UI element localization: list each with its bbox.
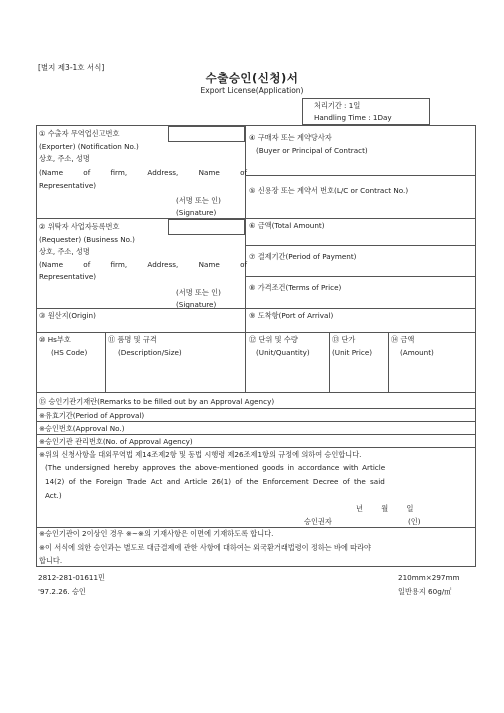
exporter-sign-en: (Signature) xyxy=(176,208,217,217)
handling-time-en: Handling Time : 1Day xyxy=(314,113,392,122)
requester-name-ko: 상호, 주소, 성명 xyxy=(39,247,90,256)
col-desc-ko: ⑪ 품명 및 규격 xyxy=(108,335,157,344)
col-price-ko: ⑬ 단가 xyxy=(332,335,356,344)
divider xyxy=(36,421,476,422)
requester-name-en2: Representative) xyxy=(39,272,97,281)
requester-sign-ko: (서명 또는 인) xyxy=(176,288,221,297)
price-label: ⑧ 가격조건(Terms of Price) xyxy=(249,283,342,292)
declaration-en3: Act.) xyxy=(45,491,62,500)
page-title: 수출승인(신청)서 xyxy=(205,71,299,85)
divider xyxy=(36,218,476,219)
note-2b: 합니다. xyxy=(39,556,63,565)
approval-no-label: ※승인번호(Approval No.) xyxy=(39,424,125,433)
requester-biz-box xyxy=(168,219,245,235)
col-qty-ko: ⑫ 단위 및 수량 xyxy=(249,335,298,344)
exporter-name-ko: 상호, 주소, 성명 xyxy=(39,154,90,163)
col-hs-ko: ⑩ Hs부호 xyxy=(39,335,71,344)
approver-label: 승인권자 xyxy=(304,517,332,526)
exporter-name-en2: Representative) xyxy=(39,181,97,190)
divider xyxy=(245,332,246,392)
declaration-en2: 14(2) of the Foreign Trade Act and Article 26(1) of the Enforcement Decree of the said xyxy=(45,477,385,486)
footer-approved: '97.2.26. 승인 xyxy=(38,587,86,596)
requester-label-en: (Requester) (Business No.) xyxy=(39,235,135,244)
divider xyxy=(36,332,476,333)
requester-name-en1: (Name of firm, Address, Name of xyxy=(39,260,248,269)
payment-label: ⑦ 결제기간(Period of Payment) xyxy=(249,252,357,261)
approval-date: 년 월 일 xyxy=(356,504,414,513)
divider xyxy=(329,332,330,392)
col-amount-en: (Amount) xyxy=(400,348,434,357)
mgmt-no-label: ※승인기관 관리번호(No. of Approval Agency) xyxy=(39,437,193,446)
note-1: ※승인기관이 2이상인 경우 ※~※의 기재사항은 이면에 기재하도록 합니다. xyxy=(39,529,274,538)
credit-label: ⑤ 신용장 또는 계약서 번호(L/C or Contract No.) xyxy=(249,186,409,195)
validity-label: ※유효기간(Period of Approval) xyxy=(39,411,145,420)
note-2a: ※이 서식에 의한 승인과는 별도로 대금결제에 관한 사항에 대하여는 외국환거래법령이 정하는 바에 따라야 xyxy=(39,543,371,552)
col-hs-en: (HS Code) xyxy=(51,348,88,357)
divider xyxy=(36,527,476,528)
divider xyxy=(245,245,476,246)
divider xyxy=(36,392,476,393)
divider xyxy=(105,332,106,392)
col-qty-en: (Unit/Quantity) xyxy=(256,348,310,357)
col-desc-en: (Description/Size) xyxy=(118,348,182,357)
divider xyxy=(36,408,476,409)
divider xyxy=(245,175,476,176)
footer-code: 2812-281-01611민 xyxy=(38,573,106,582)
footer-paper: 일반용지 60g/㎡ xyxy=(398,587,452,596)
exporter-label-en: (Exporter) (Notification No.) xyxy=(39,142,139,151)
approver-seal: (인) xyxy=(408,517,421,526)
arrival-label: ⑨ 도착항(Port of Arrival) xyxy=(249,311,334,320)
divider xyxy=(245,125,246,332)
divider xyxy=(36,434,476,435)
col-price-en: (Unit Price) xyxy=(332,348,373,357)
divider xyxy=(36,308,476,309)
buyer-label-ko: ④ 구매자 또는 계약당사자 xyxy=(249,133,332,142)
exporter-sign-ko: (서명 또는 인) xyxy=(176,196,221,205)
divider xyxy=(388,332,389,392)
requester-sign-en: (Signature) xyxy=(176,300,217,309)
handling-time-ko: 처리기간 : 1일 xyxy=(314,101,361,110)
buyer-label-en: (Buyer or Principal of Contract) xyxy=(256,146,368,155)
divider xyxy=(245,276,476,277)
origin-label: ③ 원산지(Origin) xyxy=(39,311,96,320)
divider xyxy=(36,447,476,448)
declaration-en1: (The undersigned hereby approves the above-mentioned goods in accordance with Article xyxy=(45,463,386,472)
form-number: [별지 제3-1호 서식] xyxy=(38,63,105,72)
remarks-label: ⑮ 승인기관기재란(Remarks to be filled out by an Approval Agency) xyxy=(39,397,275,406)
exporter-name-en1: (Name of firm, Address, Name of xyxy=(39,168,248,177)
page-subtitle: Export License(Application) xyxy=(200,86,304,95)
col-amount-ko: ⑭ 금액 xyxy=(391,335,415,344)
footer-size: 210mm×297mm xyxy=(398,573,460,582)
requester-label-ko: ② 위탁자 사업자등록번호 xyxy=(39,222,120,231)
amount-label: ⑥ 금액(Total Amount) xyxy=(249,221,325,230)
exporter-label-ko: ① 수출자 무역업신고번호 xyxy=(39,129,120,138)
declaration-ko: ※위의 신청사항을 대외무역법 제14조제2항 및 동법 시행령 제26조제1항의 규정에 의하여 승인합니다. xyxy=(39,450,362,459)
exporter-notif-box xyxy=(168,126,245,142)
